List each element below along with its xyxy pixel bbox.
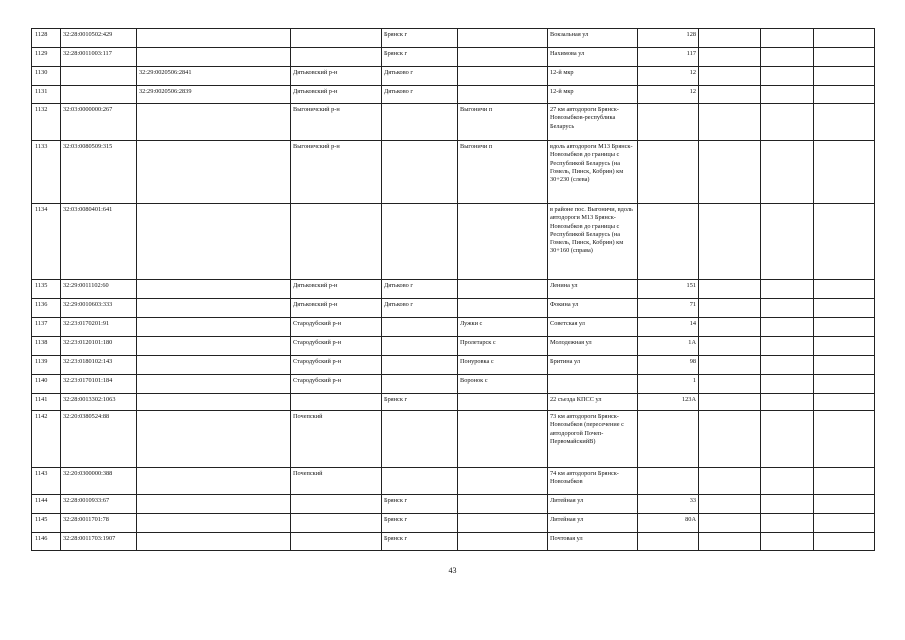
house-number: [638, 204, 699, 280]
registry-table: [31, 28, 875, 551]
extra-col-3: [814, 29, 875, 48]
row-number: 1146: [32, 533, 61, 551]
district: Стародубский р-н: [291, 337, 382, 356]
row-number: 1141: [32, 394, 61, 411]
parcel-code: [137, 280, 291, 299]
parcel-code: [137, 299, 291, 318]
extra-col-1: [699, 337, 761, 356]
street-address: Бритина ул: [548, 356, 638, 375]
district: Дятьковский р-н: [291, 299, 382, 318]
house-number: [638, 104, 699, 141]
district: [291, 514, 382, 533]
settlement: Понуровка с: [458, 356, 548, 375]
table-row: [32, 468, 875, 495]
settlement: [458, 67, 548, 86]
house-number: [638, 468, 699, 495]
extra-col-1: [699, 86, 761, 104]
cadastral-number: 32:28:0011003:117: [61, 48, 137, 67]
city: Дятьково г: [382, 86, 458, 104]
house-number: [638, 411, 699, 468]
settlement: [458, 204, 548, 280]
table-row: [32, 86, 875, 104]
extra-col-3: [814, 533, 875, 551]
street-address: Молодежная ул: [548, 337, 638, 356]
extra-col-3: [814, 318, 875, 337]
street-address: Фокина ул: [548, 299, 638, 318]
extra-col-2: [761, 204, 814, 280]
table-row: [32, 514, 875, 533]
cadastral-number: 32:28:0011701:78: [61, 514, 137, 533]
parcel-code: 32:29:0020506:2841: [137, 67, 291, 86]
table-row: [32, 299, 875, 318]
cadastral-number: 32:23:0170201:91: [61, 318, 137, 337]
settlement: [458, 29, 548, 48]
extra-col-3: [814, 280, 875, 299]
parcel-code: [137, 104, 291, 141]
settlement: [458, 514, 548, 533]
district: [291, 204, 382, 280]
table-row: [32, 394, 875, 411]
district: Почепский: [291, 468, 382, 495]
extra-col-1: [699, 514, 761, 533]
settlement: [458, 48, 548, 67]
house-number: 1: [638, 375, 699, 394]
extra-col-1: [699, 318, 761, 337]
street-address: [548, 375, 638, 394]
row-number: 1131: [32, 86, 61, 104]
settlement: [458, 280, 548, 299]
table-body: [32, 29, 875, 551]
table-row: [32, 29, 875, 48]
city: Брянск г: [382, 533, 458, 551]
house-number: [638, 533, 699, 551]
extra-col-3: [814, 356, 875, 375]
cadastral-number: [61, 67, 137, 86]
extra-col-2: [761, 318, 814, 337]
table-row: [32, 48, 875, 67]
district: Выгоничский р-н: [291, 141, 382, 204]
row-number: 1129: [32, 48, 61, 67]
extra-col-2: [761, 299, 814, 318]
extra-col-2: [761, 29, 814, 48]
city: Брянск г: [382, 495, 458, 514]
district: [291, 29, 382, 48]
extra-col-3: [814, 104, 875, 141]
row-number: 1138: [32, 337, 61, 356]
extra-col-1: [699, 48, 761, 67]
cadastral-number: 32:20:0300000:388: [61, 468, 137, 495]
extra-col-3: [814, 67, 875, 86]
parcel-code: 32:29:0020506:2839: [137, 86, 291, 104]
city: [382, 204, 458, 280]
cadastral-number: 32:28:0010502:429: [61, 29, 137, 48]
extra-col-1: [699, 204, 761, 280]
cadastral-number: 32:29:0011102:60: [61, 280, 137, 299]
row-number: 1139: [32, 356, 61, 375]
street-address: Литейная ул: [548, 495, 638, 514]
city: Брянск г: [382, 48, 458, 67]
extra-col-2: [761, 356, 814, 375]
table-row: [32, 356, 875, 375]
settlement: [458, 411, 548, 468]
cadastral-number: 32:23:0170101:184: [61, 375, 137, 394]
house-number: 12: [638, 67, 699, 86]
row-number: 1137: [32, 318, 61, 337]
district: Стародубский р-н: [291, 318, 382, 337]
street-address: 73 км автодороги Брянск-Новозыбков (пересечение с автодорогой Почеп-ПервомайскийВ): [548, 411, 638, 468]
city: Брянск г: [382, 29, 458, 48]
extra-col-3: [814, 48, 875, 67]
settlement: [458, 86, 548, 104]
city: [382, 318, 458, 337]
district: [291, 533, 382, 551]
parcel-code: [137, 411, 291, 468]
extra-col-2: [761, 495, 814, 514]
extra-col-2: [761, 375, 814, 394]
cadastral-number: 32:23:0120101:180: [61, 337, 137, 356]
street-address: 22 съезда КПСС ул: [548, 394, 638, 411]
extra-col-1: [699, 29, 761, 48]
city: Брянск г: [382, 394, 458, 411]
district: Стародубский р-н: [291, 375, 382, 394]
extra-col-2: [761, 48, 814, 67]
row-number: 1128: [32, 29, 61, 48]
settlement: [458, 533, 548, 551]
cadastral-number: 32:28:0011703:1907: [61, 533, 137, 551]
extra-col-3: [814, 514, 875, 533]
house-number: 12: [638, 86, 699, 104]
extra-col-1: [699, 299, 761, 318]
row-number: 1132: [32, 104, 61, 141]
cadastral-number: 32:03:0000000:267: [61, 104, 137, 141]
house-number: 1А: [638, 337, 699, 356]
district: Дятьковский р-н: [291, 86, 382, 104]
table-row: [32, 411, 875, 468]
settlement: Выгоничи п: [458, 141, 548, 204]
extra-col-1: [699, 394, 761, 411]
extra-col-3: [814, 337, 875, 356]
parcel-code: [137, 533, 291, 551]
extra-col-2: [761, 394, 814, 411]
cadastral-number: 32:28:0013302:1063: [61, 394, 137, 411]
settlement: [458, 394, 548, 411]
cadastral-number: 32:28:0010933:67: [61, 495, 137, 514]
street-address: в районе пос. Выгоничи, вдоль автодороги М13 Брянск- Новозыбков до границы с Республикой Беларусь (на Гомель, Пинск, Кобрин) км 30+160 (справа): [548, 204, 638, 280]
city: [382, 356, 458, 375]
extra-col-1: [699, 411, 761, 468]
table-row: [32, 495, 875, 514]
city: Дятьково г: [382, 67, 458, 86]
house-number: 33: [638, 495, 699, 514]
parcel-code: [137, 375, 291, 394]
extra-col-2: [761, 104, 814, 141]
table-row: [32, 204, 875, 280]
district: Выгоничский р-н: [291, 104, 382, 141]
parcel-code: [137, 468, 291, 495]
cadastral-number: 32:03:0080401:641: [61, 204, 137, 280]
city: [382, 375, 458, 394]
row-number: 1130: [32, 67, 61, 86]
parcel-code: [137, 514, 291, 533]
settlement: Лужки с: [458, 318, 548, 337]
city: [382, 141, 458, 204]
table-row: [32, 280, 875, 299]
cadastral-number: 32:29:0010603:333: [61, 299, 137, 318]
street-address: 12-й мкр: [548, 67, 638, 86]
extra-col-2: [761, 337, 814, 356]
cadastral-number: [61, 86, 137, 104]
house-number: 123А: [638, 394, 699, 411]
city: [382, 468, 458, 495]
row-number: 1144: [32, 495, 61, 514]
extra-col-1: [699, 468, 761, 495]
city: Дятьково г: [382, 280, 458, 299]
settlement: [458, 468, 548, 495]
table-row: [32, 533, 875, 551]
row-number: 1134: [32, 204, 61, 280]
row-number: 1143: [32, 468, 61, 495]
district: Дятьковский р-н: [291, 280, 382, 299]
house-number: 71: [638, 299, 699, 318]
district: [291, 48, 382, 67]
street-address: Вокзальная ул: [548, 29, 638, 48]
extra-col-1: [699, 533, 761, 551]
extra-col-2: [761, 411, 814, 468]
street-address: Литейная ул: [548, 514, 638, 533]
extra-col-2: [761, 533, 814, 551]
table-row: [32, 337, 875, 356]
parcel-code: [137, 394, 291, 411]
house-number: 117: [638, 48, 699, 67]
district: [291, 394, 382, 411]
extra-col-2: [761, 468, 814, 495]
extra-col-1: [699, 280, 761, 299]
extra-col-1: [699, 67, 761, 86]
extra-col-1: [699, 495, 761, 514]
house-number: 98: [638, 356, 699, 375]
settlement: [458, 299, 548, 318]
settlement: Пролетарск с: [458, 337, 548, 356]
registry-table-container: [31, 28, 875, 551]
house-number: 14: [638, 318, 699, 337]
table-row: [32, 375, 875, 394]
street-address: 12-й мкр: [548, 86, 638, 104]
house-number: 151: [638, 280, 699, 299]
extra-col-3: [814, 411, 875, 468]
row-number: 1145: [32, 514, 61, 533]
house-number: 128: [638, 29, 699, 48]
parcel-code: [137, 356, 291, 375]
city: Брянск г: [382, 514, 458, 533]
extra-col-2: [761, 67, 814, 86]
extra-col-1: [699, 356, 761, 375]
district: [291, 495, 382, 514]
table-row: [32, 141, 875, 204]
extra-col-3: [814, 141, 875, 204]
table-row: [32, 67, 875, 86]
district: Дятьковский р-н: [291, 67, 382, 86]
settlement: Выгоничи п: [458, 104, 548, 141]
settlement: Воронок с: [458, 375, 548, 394]
parcel-code: [137, 337, 291, 356]
parcel-code: [137, 48, 291, 67]
parcel-code: [137, 495, 291, 514]
extra-col-3: [814, 495, 875, 514]
street-address: 74 км автодороги Брянск-Новозыбков: [548, 468, 638, 495]
district: Почепский: [291, 411, 382, 468]
extra-col-1: [699, 141, 761, 204]
street-address: Ленина ул: [548, 280, 638, 299]
extra-col-3: [814, 394, 875, 411]
extra-col-3: [814, 204, 875, 280]
row-number: 1135: [32, 280, 61, 299]
parcel-code: [137, 204, 291, 280]
parcel-code: [137, 141, 291, 204]
extra-col-3: [814, 86, 875, 104]
street-address: Нахимова ул: [548, 48, 638, 67]
row-number: 1140: [32, 375, 61, 394]
extra-col-3: [814, 375, 875, 394]
house-number: [638, 141, 699, 204]
street-address: Почтовая ул: [548, 533, 638, 551]
extra-col-2: [761, 514, 814, 533]
table-row: [32, 318, 875, 337]
parcel-code: [137, 29, 291, 48]
row-number: 1136: [32, 299, 61, 318]
extra-col-2: [761, 86, 814, 104]
cadastral-number: 32:23:0180102:143: [61, 356, 137, 375]
parcel-code: [137, 318, 291, 337]
city: Дятьково г: [382, 299, 458, 318]
row-number: 1142: [32, 411, 61, 468]
house-number: 80А: [638, 514, 699, 533]
settlement: [458, 495, 548, 514]
table-row: [32, 104, 875, 141]
city: [382, 411, 458, 468]
page-number: 43: [448, 566, 457, 575]
street-address: 27 км автодороги Брянск-Новозыбков-республика Беларусь: [548, 104, 638, 141]
extra-col-2: [761, 280, 814, 299]
extra-col-3: [814, 299, 875, 318]
district: Стародубский р-н: [291, 356, 382, 375]
extra-col-2: [761, 141, 814, 204]
street-address: вдоль автодороги М13 Брянск- Новозыбков до границы с Республикой Беларусь (на Гомель, Пинск, Кобрин) км 30+230 (слева): [548, 141, 638, 204]
city: [382, 337, 458, 356]
cadastral-number: 32:20:0380524:88: [61, 411, 137, 468]
cadastral-number: 32:03:0080509:315: [61, 141, 137, 204]
row-number: 1133: [32, 141, 61, 204]
extra-col-3: [814, 468, 875, 495]
street-address: Советская ул: [548, 318, 638, 337]
city: [382, 104, 458, 141]
extra-col-1: [699, 375, 761, 394]
extra-col-1: [699, 104, 761, 141]
